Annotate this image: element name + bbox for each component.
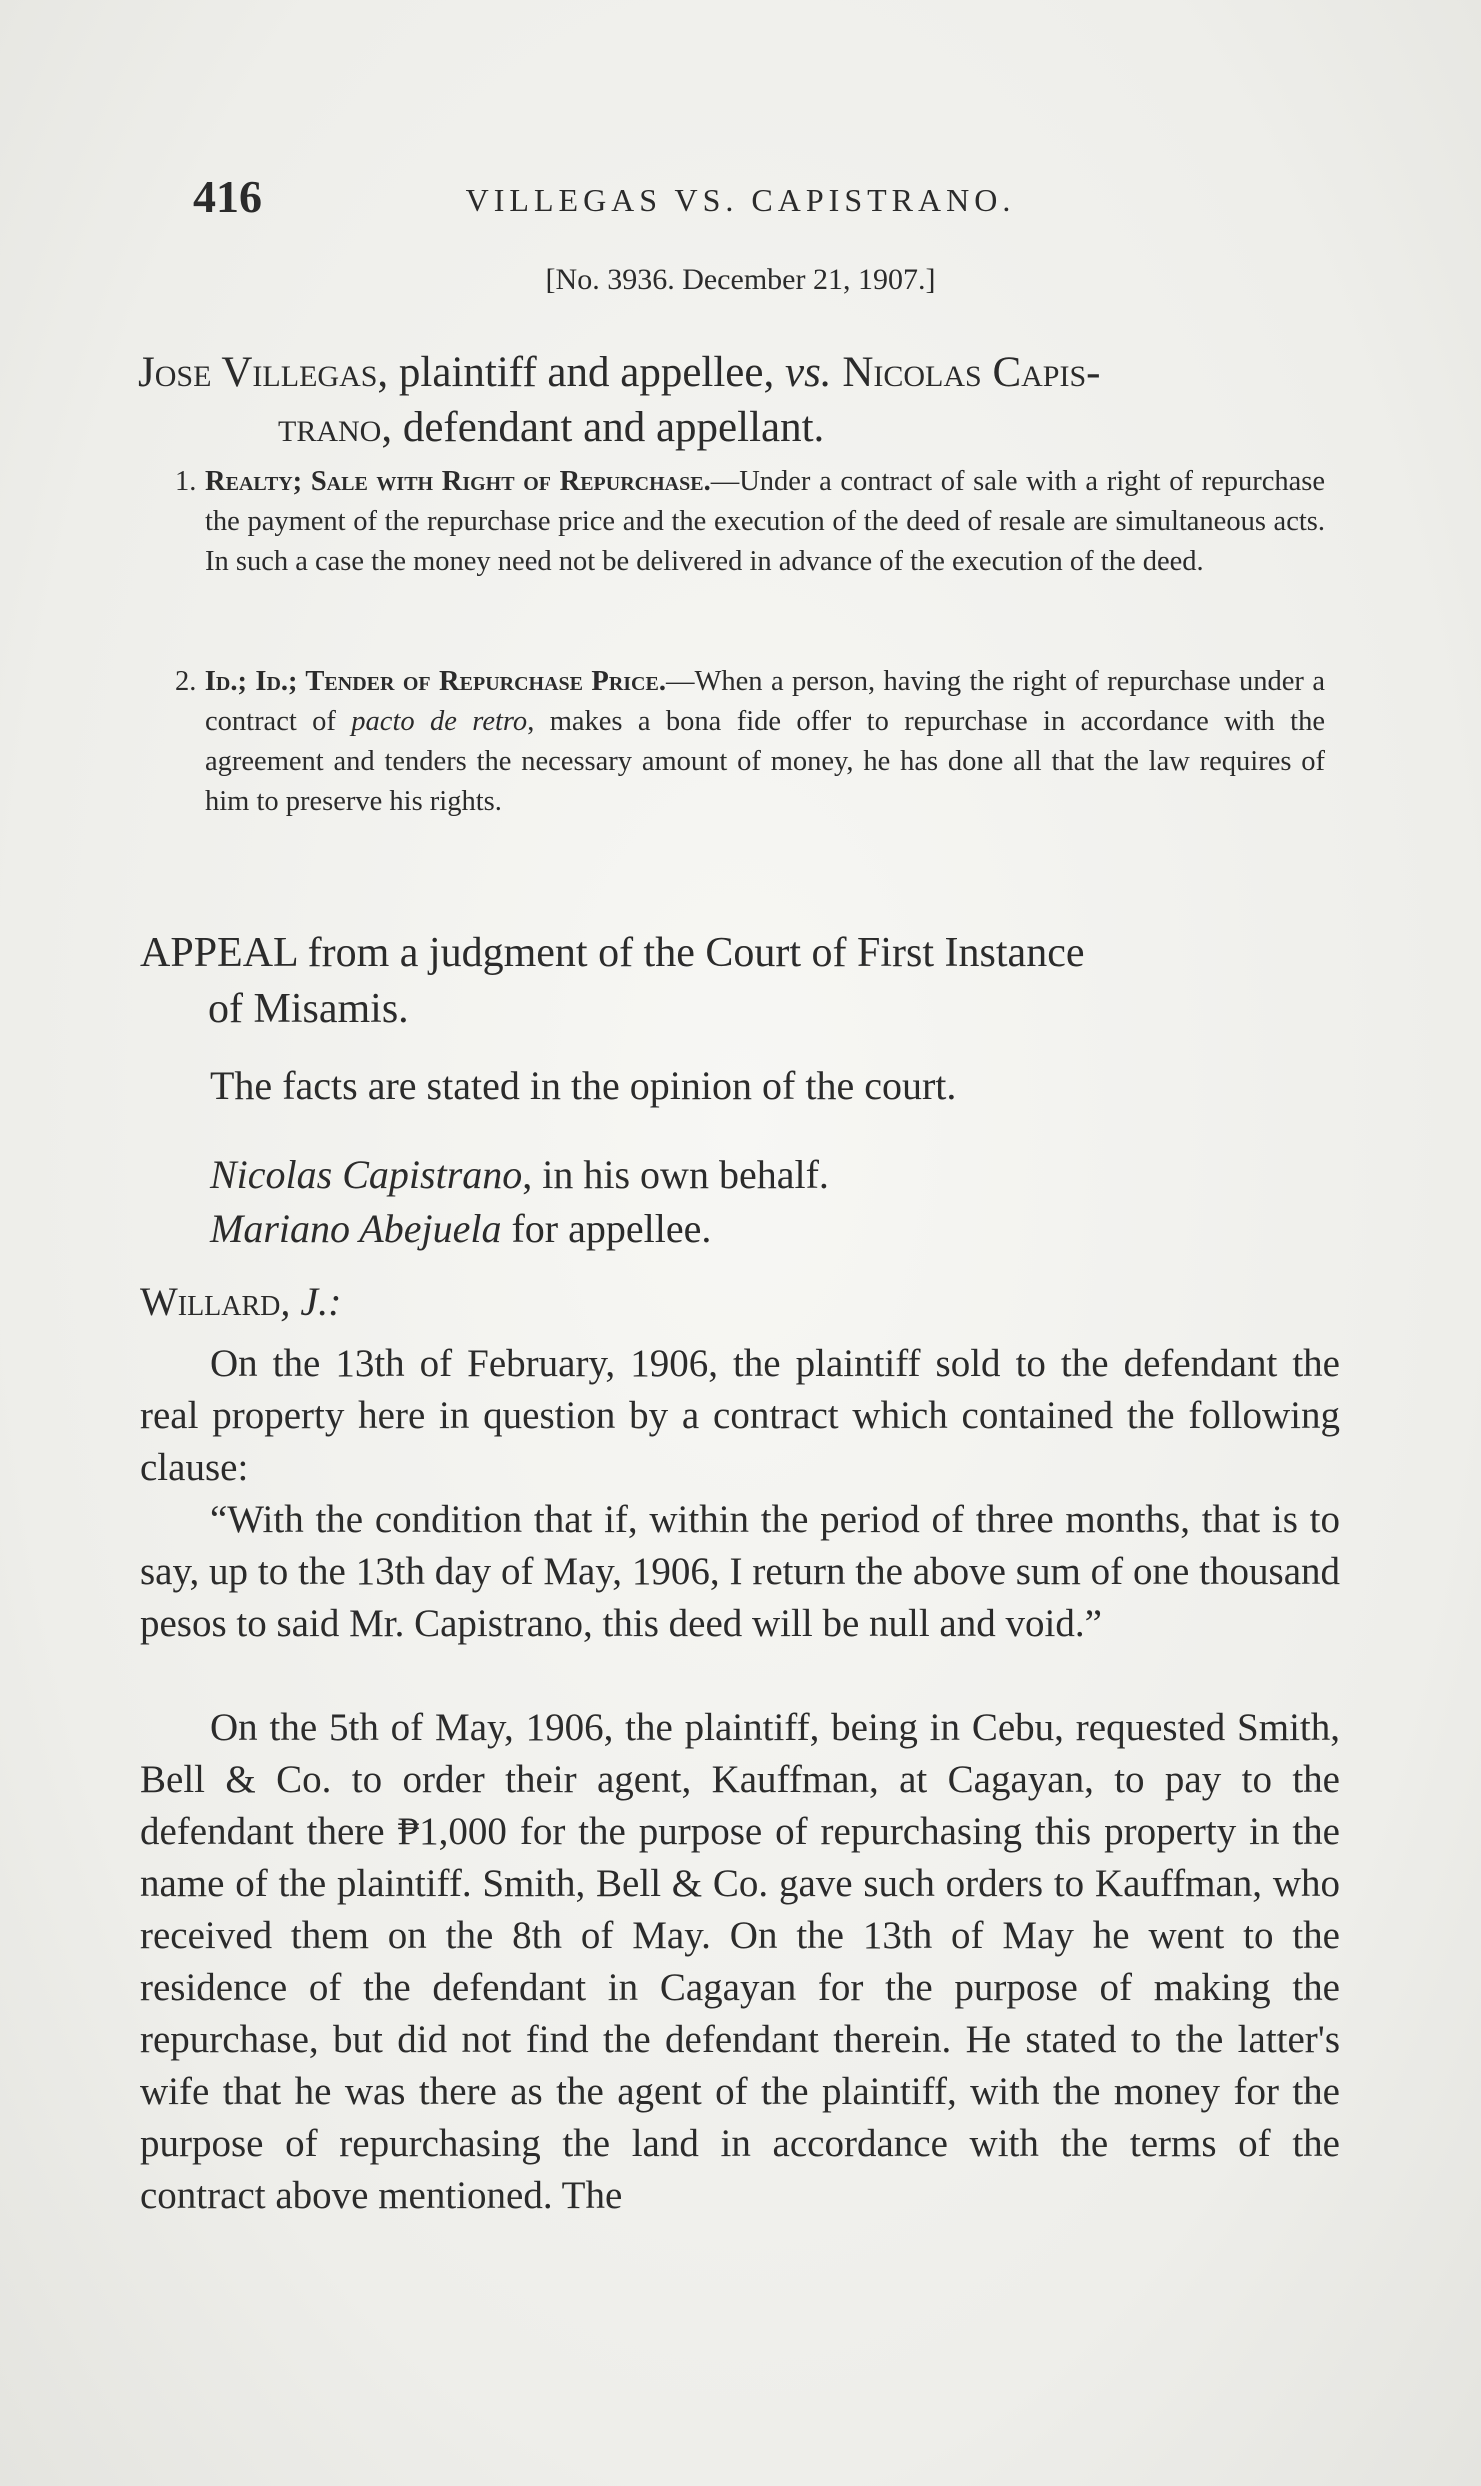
opinion-paragraph-1: On the 13th of February, 1906, the plaintiff sold to the defendant the real property here in question by a contract which contained the following clause: xyxy=(140,1342,1340,1489)
docket-line: [No. 3936. December 21, 1907.] xyxy=(545,263,936,296)
counsel-1 xyxy=(210,1148,1310,1202)
running-head: VILLEGAS VS. CAPISTRANO. xyxy=(465,182,1016,218)
counsel-2-name: Mariano Abejuela xyxy=(210,1206,502,1251)
appeal-lead: APPEAL xyxy=(140,930,298,976)
syllabus-2-number: 2. xyxy=(175,666,197,697)
counsel-1-role: , in his own behalf. xyxy=(522,1152,829,1197)
opinion-paragraph-2: “With the condition that if, within the period of three months, that is to say, up to the 13th day of May, 1906, I return the above sum of one thousand pesos to said Mr. Capistrano, this deed will be null and void.” xyxy=(140,1498,1340,1645)
counsel-1-name: Nicolas Capistrano xyxy=(210,1152,523,1197)
syllabus-2-text-a: —When a person, having the right of repurchase under a contract of xyxy=(205,666,1325,737)
defendant-name-1: Nicolas Capis- xyxy=(842,349,1101,396)
syllabus-2-text-b: , makes a bona fide offer to repurchase in accordance with the agreement and tenders the necessary amount of money, he has done all that the law requires of him to preserve his rights. xyxy=(205,706,1325,817)
opinion-paragraph-3: On the 5th of May, 1906, the plaintiff, being in Cebu, requested Smith, Bell & Co. to order their agent, Kauffman, at Cagayan, to pay to the defendant there ₱1,000 for the purpose of repurchasing this property in the name of the plaintiff. Smith, Bell & Co. gave such orders to Kauffman, who received them on the 8th of May. On the 13th of May he went to the residence of the defendant in Cagayan for the purpose of making the repurchase, but did not find the defendant therein. He stated to the latter's wife that he was there as the agent of the plaintiff, with the money for the purpose of repurchasing the land in accordance with the terms of the contract above mentioned. The xyxy=(140,1706,1340,2217)
parties-line-1 xyxy=(138,345,1338,400)
page-number: 416 xyxy=(193,171,262,222)
syllabus-1-number: 1. xyxy=(175,466,197,497)
facts-statement: The facts are stated in the opinion of the court. xyxy=(210,1063,957,1108)
syllabus-2-italic: pacto de retro xyxy=(351,706,528,737)
opinion-author xyxy=(140,1278,341,1325)
defendant-role: , defendant and appellant. xyxy=(381,404,825,451)
judge-title: , J.: xyxy=(280,1279,342,1324)
appeal-text: from a judgment of the Court of First Instance xyxy=(297,930,1085,976)
syllabus-2-heading: Id.; Id.; Tender of Repurchase Price. xyxy=(204,666,666,697)
syllabus-1 xyxy=(175,462,1325,582)
syllabus-1-heading: Realty; Sale with Right of Repurchase. xyxy=(205,466,711,497)
appeal-statement xyxy=(140,925,1340,1037)
syllabus-2 xyxy=(175,662,1325,822)
syllabus-1-text: —Under a contract of sale with a right of repurchase the payment of the repurchase price and the execution of the deed of resale are simultaneous acts. In such a case the money need not be delivered in advance of the execution of the deed. xyxy=(205,466,1326,577)
counsel-list xyxy=(210,1148,1310,1256)
counsel-2-role: for appellee. xyxy=(501,1206,712,1251)
case-parties xyxy=(138,345,1338,455)
counsel-2 xyxy=(210,1202,1310,1256)
appeal-text-2: of Misamis. xyxy=(208,986,409,1032)
plaintiff-name: Jose Villegas xyxy=(138,349,378,396)
versus: vs. xyxy=(784,349,832,396)
judge-name: Willard xyxy=(140,1279,281,1324)
defendant-name-2: trano xyxy=(278,404,382,451)
parties-line-2 xyxy=(138,400,1338,455)
plaintiff-role: , plaintiff and appellee, xyxy=(377,349,785,396)
